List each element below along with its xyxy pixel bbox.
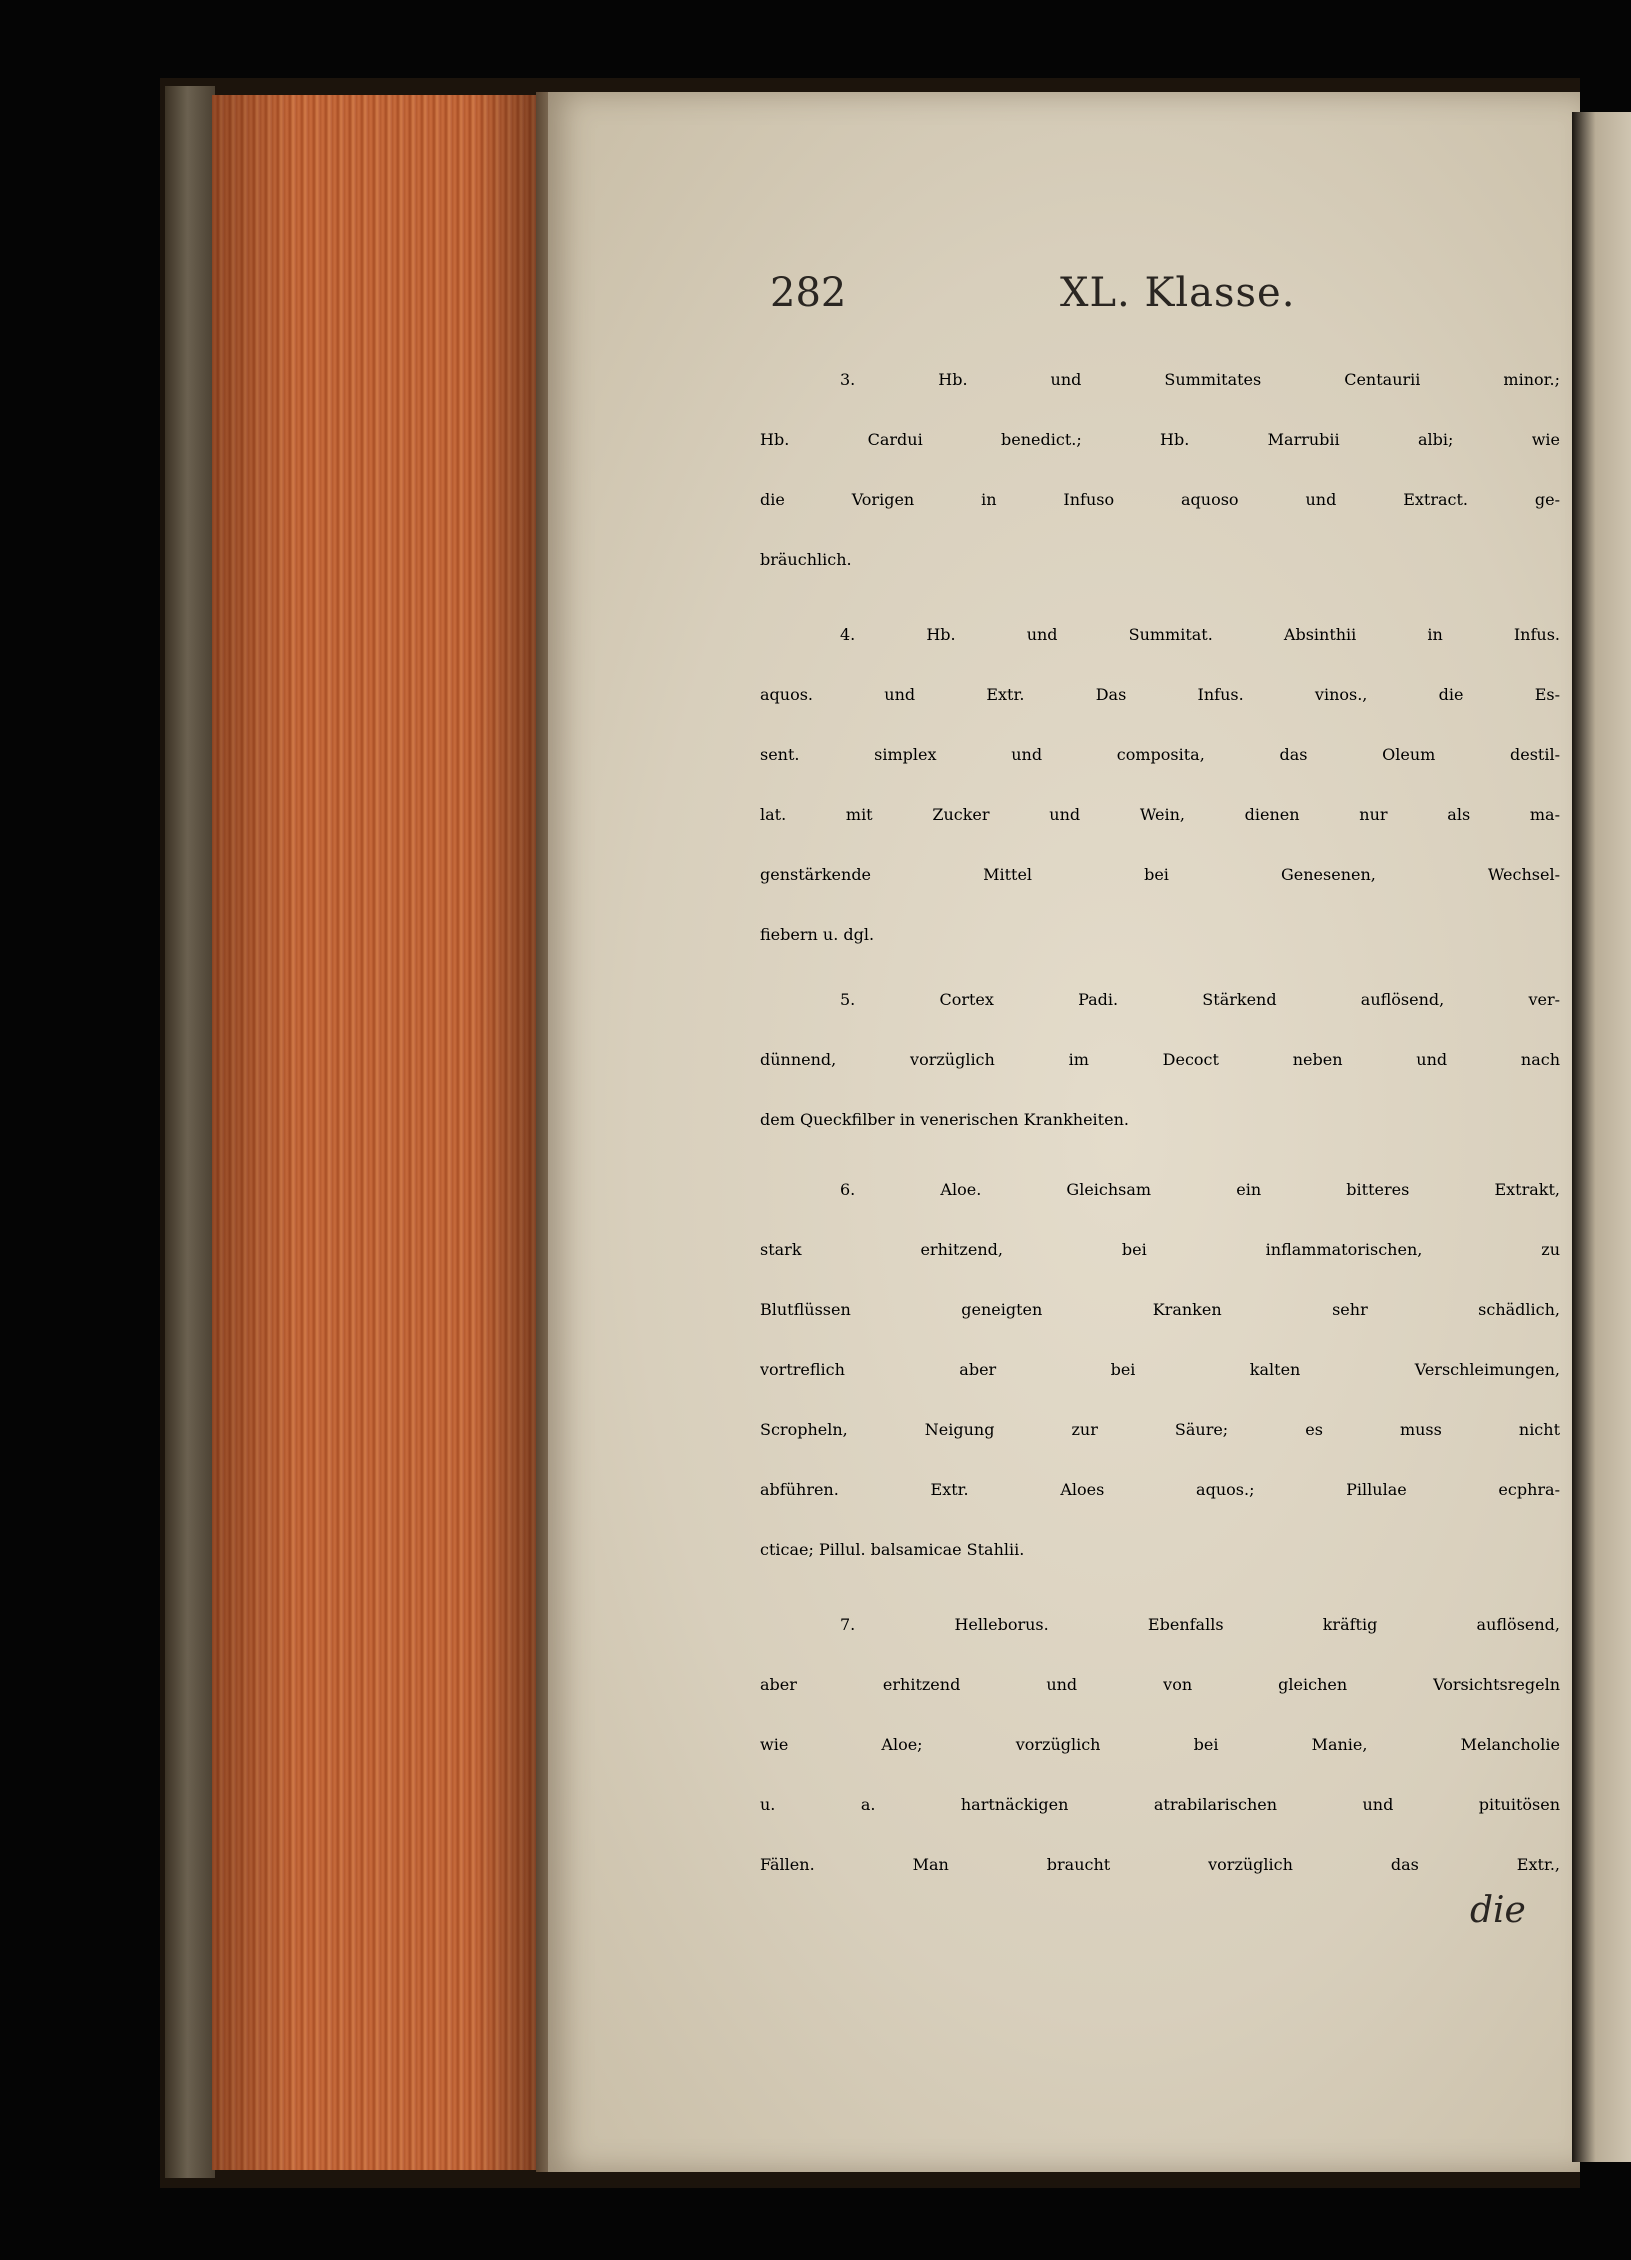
text-line: 5. Cortex Padi. Stärkend auflösend, ver- bbox=[840, 990, 1560, 1009]
text-line: u. a. hartnäckigen atrabilarischen und pituitösen bbox=[760, 1795, 1560, 1814]
text-line: 3. Hb. und Summitates Centaurii minor.; bbox=[840, 370, 1560, 389]
page-stack-shade bbox=[212, 95, 542, 2170]
text-line: 4. Hb. und Summitat. Absinthii in Infus. bbox=[840, 625, 1560, 644]
text-line: Blutflüssen geneigten Kranken sehr schädlich, bbox=[760, 1300, 1560, 1319]
text-line: 7. Helleborus. Ebenfalls kräftig auflösend, bbox=[840, 1615, 1560, 1634]
text-line: stark erhitzend, bei inflammatorischen, zu bbox=[760, 1240, 1560, 1259]
running-head: XL. Klasse. bbox=[1060, 270, 1296, 316]
text-line: Fällen. Man braucht vorzüglich das Extr., bbox=[760, 1855, 1560, 1874]
page-header bbox=[770, 270, 1560, 330]
text-line: Hb. Cardui benedict.; Hb. Marrubii albi; wie bbox=[760, 430, 1560, 449]
paragraph-5 bbox=[760, 970, 1560, 1150]
next-page-edge bbox=[1572, 112, 1631, 2162]
text-line: 6. Aloe. Gleichsam ein bitteres Extrakt, bbox=[840, 1180, 1560, 1199]
text-line: lat. mit Zucker und Wein, dienen nur als ma- bbox=[760, 805, 1560, 824]
paragraph-3 bbox=[760, 350, 1560, 590]
paragraph-6 bbox=[760, 1160, 1560, 1580]
text-line: aquos. und Extr. Das Infus. vinos., die Es- bbox=[760, 685, 1560, 704]
book-fore-edge bbox=[165, 86, 215, 2178]
text-line: fiebern u. dgl. bbox=[760, 925, 875, 944]
paragraph-4 bbox=[760, 605, 1560, 965]
text-line: bräuchlich. bbox=[760, 550, 852, 569]
text-line: sent. simplex und composita, das Oleum destil- bbox=[760, 745, 1560, 764]
text-line: genstärkende Mittel bei Genesenen, Wechsel- bbox=[760, 865, 1560, 884]
paragraph-7 bbox=[760, 1595, 1560, 1895]
text-line: aber erhitzend und von gleichen Vorsichtsregeln bbox=[760, 1675, 1560, 1694]
text-line: dünnend, vorzüglich im Decoct neben und nach bbox=[760, 1050, 1560, 1069]
text-line: Scropheln, Neigung zur Säure; es muss nicht bbox=[760, 1420, 1560, 1439]
text-line: vortreflich aber bei kalten Verschleimungen, bbox=[760, 1360, 1560, 1379]
text-line: abführen. Extr. Aloes aquos.; Pillulae ecphra- bbox=[760, 1480, 1560, 1499]
catchword: die bbox=[1470, 1890, 1526, 1931]
text-line: die Vorigen in Infuso aquoso und Extract. ge- bbox=[760, 490, 1560, 509]
text-line: cticae; Pillul. balsamicae Stahlii. bbox=[760, 1540, 1025, 1559]
text-line: wie Aloe; vorzüglich bei Manie, Melancholie bbox=[760, 1735, 1560, 1754]
page-number: 282 bbox=[770, 270, 847, 316]
text-line: dem Queckfilber in venerischen Krankheiten. bbox=[760, 1110, 1129, 1129]
